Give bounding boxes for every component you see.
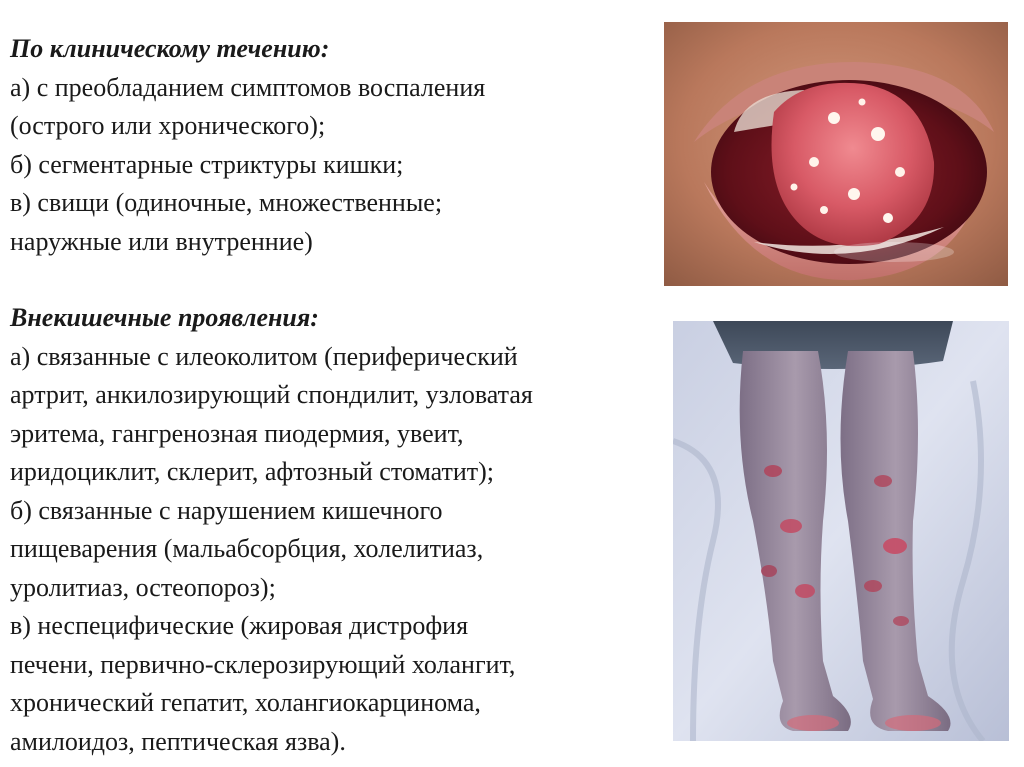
legs-photo-illustration [673,321,1009,741]
text-line: (острого или хронического); [10,111,326,140]
section-spacer [10,261,660,299]
text-line: б) сегментарные стриктуры кишки; [10,149,404,179]
section-heading-clinical-course: По клиническому течению: [10,34,330,63]
text-line: пищеварения (мальабсорбция, холелитиаз, [10,534,484,563]
text-line: наружные или внутренние) [10,226,313,256]
section-heading-extraintestinal: Внекишечные проявления: [10,303,319,332]
text-line: б) связанные с нарушением кишечного [10,495,443,525]
text-line: а) связанные с илеоколитом (периферический [10,341,518,371]
mouth-photo-illustration [664,22,1008,286]
text-line: эритема, гангренозная пиодермия, увеит, [10,418,464,448]
text-line: иридоциклит, склерит, афтозный стоматит); [10,457,495,486]
mouth-photo [664,22,1008,286]
text-line: хронический гепатит, холангиокарцинома, [10,688,481,717]
text-line: амилоидоз, пептическая язва). [10,726,346,756]
legs-photo [673,321,1009,741]
text-line: а) с преобладанием симптомов воспаления [10,72,486,102]
text-line: артрит, анкилозирующий спондилит, узловатая [10,380,533,409]
text-line: уролитиаз, остеопороз); [10,572,276,602]
text-line: в) свищи (одиночные, множественные; [10,188,443,217]
text-line: в) неспецифические (жировая дистрофия [10,611,469,640]
text-line: печени, первично-склерозирующий холангит, [10,649,516,679]
text-content [10,30,660,761]
